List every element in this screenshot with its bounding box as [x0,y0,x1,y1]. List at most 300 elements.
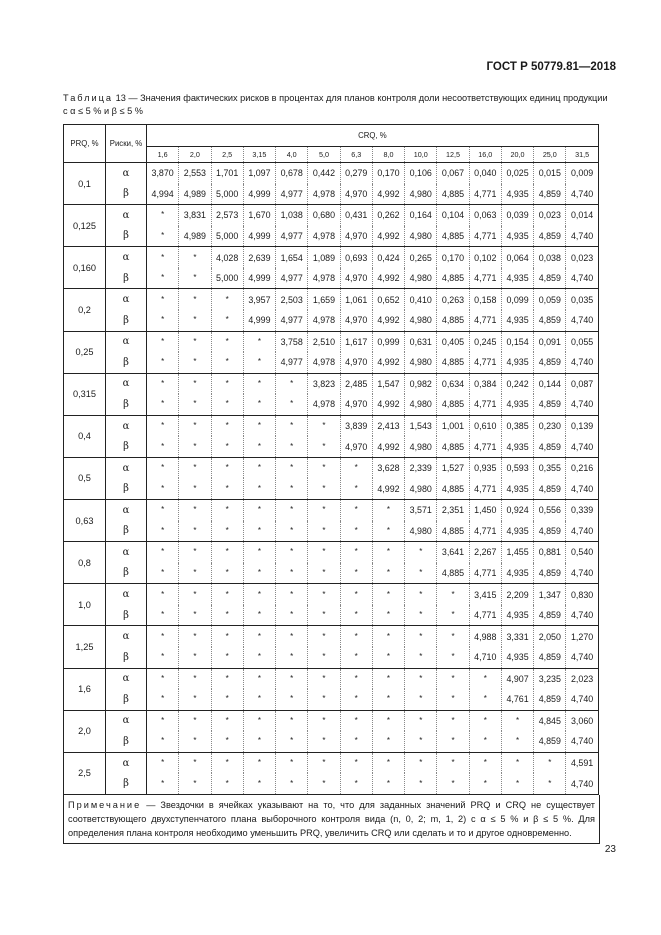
risk-value-cell: 4,935 [501,394,533,415]
risk-value-cell: 3,839 [340,415,372,436]
risk-value-cell: * [179,668,211,689]
risk-value-cell: 4,992 [372,394,404,415]
risk-value-cell: 4,859 [534,436,566,457]
risk-value-cell: * [437,668,469,689]
risk-value-cell: * [243,352,275,373]
risk-value-cell: * [372,605,404,626]
risk-value-cell: * [179,647,211,668]
risk-value-cell: 0,023 [534,205,566,226]
risk-value-cell: 4,935 [501,184,533,205]
risk-value-cell: * [211,352,243,373]
risk-value-cell: 0,431 [340,205,372,226]
risk-value-cell: * [405,773,437,794]
table-head [64,125,599,163]
risk-value-cell: * [276,521,308,542]
risk-value-cell: 4,885 [437,352,469,373]
risk-value-cell: 0,242 [501,373,533,394]
risk-value-cell: * [211,521,243,542]
risk-value-cell: * [243,647,275,668]
risk-value-cell: * [211,689,243,710]
risk-symbol-alpha: α [106,331,147,352]
table-row [64,542,599,563]
risk-symbol-beta: β [106,352,147,373]
risk-value-cell: 4,970 [340,310,372,331]
risk-value-cell: * [179,373,211,394]
risk-value-cell: * [243,773,275,794]
risk-value-cell: 0,154 [501,331,533,352]
risk-value-cell: 4,977 [276,268,308,289]
risk-value-cell: 4,859 [534,352,566,373]
risk-symbol-alpha: α [106,668,147,689]
risk-value-cell: * [179,478,211,499]
risk-value-cell: * [179,268,211,289]
risk-value-cell: * [211,310,243,331]
risk-value-cell: 4,859 [534,689,566,710]
risk-value-cell: * [308,710,340,731]
risk-value-cell: * [340,689,372,710]
risk-value-cell: 4,935 [501,605,533,626]
risk-value-cell: 4,740 [566,352,598,373]
risk-value-cell: 1,701 [211,163,243,184]
prq-value: 0,4 [64,415,106,457]
risk-value-cell: 0,158 [469,289,501,310]
risk-value-cell: 4,992 [372,478,404,499]
table-wrapper [63,124,600,844]
risk-value-cell: 4,970 [340,184,372,205]
risk-symbol-beta: β [106,521,147,542]
risk-value-cell: 2,553 [179,163,211,184]
risk-symbol-beta: β [106,478,147,499]
risk-value-cell: * [147,394,179,415]
risk-value-cell: * [147,710,179,731]
risk-value-cell: 1,097 [243,163,275,184]
risk-value-cell: * [179,331,211,352]
risk-value-cell: * [179,542,211,563]
risk-value-cell: * [469,752,501,773]
table-row [64,563,599,584]
risk-value-cell: 1,089 [308,247,340,268]
risk-value-cell: 4,771 [469,436,501,457]
risk-value-cell: * [211,563,243,584]
prq-value: 1,25 [64,626,106,668]
risk-value-cell: 0,063 [469,205,501,226]
crq-value-header: 6,3 [340,147,372,163]
risk-value-cell: 4,859 [534,563,566,584]
risk-value-cell: 4,771 [469,268,501,289]
risk-value-cell: * [147,563,179,584]
risk-value-cell: 4,989 [179,226,211,247]
risk-value-cell: * [147,436,179,457]
risk-symbol-alpha: α [106,205,147,226]
risk-value-cell: * [276,689,308,710]
table-row [64,373,599,394]
risk-value-cell: * [179,521,211,542]
table-row [64,436,599,457]
risk-symbol-alpha: α [106,752,147,773]
risk-value-cell: 4,740 [566,310,598,331]
risk-value-cell: 0,216 [566,457,598,478]
risk-value-cell: * [405,605,437,626]
risk-symbol-alpha: α [106,163,147,184]
risk-value-cell: 0,170 [372,163,404,184]
risk-value-cell: * [340,668,372,689]
risk-symbol-beta: β [106,436,147,457]
risk-value-cell: 4,992 [372,352,404,373]
risk-value-cell: * [211,710,243,731]
risk-value-cell: * [308,457,340,478]
risk-value-cell: 4,978 [308,268,340,289]
risk-value-cell: 4,977 [276,310,308,331]
risk-value-cell: 4,992 [372,184,404,205]
crq-value-header: 4,0 [276,147,308,163]
risk-value-cell: * [405,710,437,731]
risk-value-cell: 0,355 [534,457,566,478]
risk-value-cell: 2,023 [566,668,598,689]
risk-value-cell: 4,710 [469,647,501,668]
risk-value-cell: 4,978 [308,394,340,415]
risk-value-cell: * [147,542,179,563]
table-row [64,163,599,184]
risk-value-cell: * [372,542,404,563]
risk-value-cell: 4,999 [243,226,275,247]
risk-value-cell: 1,001 [437,415,469,436]
risk-value-cell: * [243,668,275,689]
risk-value-cell: 4,771 [469,521,501,542]
risk-value-cell: 4,885 [437,268,469,289]
risk-value-cell: 4,771 [469,310,501,331]
risk-symbol-beta: β [106,773,147,794]
risk-value-cell: 0,924 [501,500,533,521]
risk-value-cell: * [437,626,469,647]
risk-value-cell: 0,015 [534,163,566,184]
risk-value-cell: 3,060 [566,710,598,731]
risk-header: Риски, % [106,125,147,163]
risk-value-cell: * [276,457,308,478]
risk-value-cell: * [147,331,179,352]
risk-value-cell: 0,540 [566,542,598,563]
risk-value-cell: 0,881 [534,542,566,563]
table-body [64,163,599,795]
risk-value-cell: * [340,752,372,773]
risk-symbol-beta: β [106,394,147,415]
risk-value-cell: 4,885 [437,184,469,205]
risk-value-cell: * [276,773,308,794]
risk-value-cell: * [147,731,179,752]
risk-value-cell: 0,023 [566,247,598,268]
risk-value-cell: * [147,289,179,310]
risk-value-cell: * [437,689,469,710]
risk-value-cell: * [372,668,404,689]
crq-value-header: 25,0 [534,147,566,163]
risk-symbol-beta: β [106,605,147,626]
risk-symbol-alpha: α [106,373,147,394]
prq-header: PRQ, % [64,125,106,163]
risk-symbol-beta: β [106,647,147,668]
risk-value-cell: 4,771 [469,605,501,626]
risk-symbol-beta: β [106,226,147,247]
risk-value-cell: 0,999 [372,331,404,352]
risk-value-cell: 4,935 [501,436,533,457]
risk-value-cell: 4,978 [308,184,340,205]
caption-text: 13 — Значения фактических рисков в процентах для планов контроля доли несоответствующих единиц продукции с α ≤ 5 % и β ≤ 5 % [63,93,608,116]
risk-value-cell: * [276,542,308,563]
risk-value-cell: 4,740 [566,605,598,626]
table-row [64,184,599,205]
risk-value-cell: 4,970 [340,394,372,415]
risk-value-cell: * [147,773,179,794]
crq-value-header: 2,5 [211,147,243,163]
risk-value-cell: * [147,605,179,626]
risk-value-cell: * [179,352,211,373]
risk-value-cell: * [276,668,308,689]
risk-value-cell: * [340,478,372,499]
risk-value-cell: 4,740 [566,647,598,668]
risk-value-cell: 0,634 [437,373,469,394]
risk-value-cell: * [147,647,179,668]
risk-value-cell: * [211,626,243,647]
risk-value-cell: 1,450 [469,500,501,521]
risk-value-cell: * [469,773,501,794]
risk-value-cell: * [243,500,275,521]
risk-value-cell: 0,055 [566,331,598,352]
risk-value-cell: 2,209 [501,584,533,605]
risk-value-cell: * [243,584,275,605]
risk-value-cell: * [243,542,275,563]
risk-value-cell: 3,628 [372,457,404,478]
risk-value-cell: 4,859 [534,394,566,415]
risk-value-cell: * [179,752,211,773]
risk-value-cell: 5,000 [211,226,243,247]
risk-value-cell: 3,415 [469,584,501,605]
risk-value-cell: * [276,626,308,647]
risk-value-cell: * [147,415,179,436]
risk-value-cell: 4,970 [340,268,372,289]
risk-value-cell: 1,270 [566,626,598,647]
table-row [64,394,599,415]
risk-value-cell: 4,859 [534,478,566,499]
risk-value-cell: 1,617 [340,331,372,352]
risk-value-cell: 2,485 [340,373,372,394]
risk-value-cell: 4,999 [243,184,275,205]
risk-value-cell: 2,351 [437,500,469,521]
risk-value-cell: * [308,584,340,605]
risk-value-cell: 0,245 [469,331,501,352]
risk-symbol-beta: β [106,689,147,710]
risk-value-cell: 0,265 [405,247,437,268]
risk-value-cell: 4,740 [566,394,598,415]
risk-value-cell: * [211,668,243,689]
risk-value-cell: 4,935 [501,563,533,584]
risk-value-cell: 4,970 [340,352,372,373]
risk-value-cell: 1,038 [276,205,308,226]
risk-symbol-alpha: α [106,247,147,268]
risk-value-cell: * [372,731,404,752]
risk-value-cell: * [147,352,179,373]
risk-symbol-alpha: α [106,500,147,521]
risk-value-cell: * [469,731,501,752]
risk-table [63,124,599,795]
risk-value-cell: * [179,731,211,752]
risk-value-cell: * [211,752,243,773]
risk-value-cell: * [211,415,243,436]
prq-value: 0,160 [64,247,106,289]
risk-value-cell: 4,980 [405,394,437,415]
risk-value-cell: * [340,626,372,647]
risk-value-cell: 4,740 [566,689,598,710]
risk-value-cell: * [211,394,243,415]
risk-value-cell: 4,992 [372,226,404,247]
risk-value-cell: 1,527 [437,457,469,478]
table-row [64,731,599,752]
risk-value-cell: * [243,752,275,773]
risk-value-cell: * [308,436,340,457]
risk-value-cell: 4,859 [534,731,566,752]
risk-value-cell: * [211,500,243,521]
risk-value-cell: * [437,647,469,668]
risk-value-cell: 3,870 [147,163,179,184]
risk-value-cell: * [308,668,340,689]
risk-value-cell: 4,999 [243,310,275,331]
risk-value-cell: 0,009 [566,163,598,184]
prq-value: 0,1 [64,163,106,205]
prq-value: 0,5 [64,457,106,499]
table-row [64,310,599,331]
risk-value-cell: * [340,563,372,584]
prq-value: 0,2 [64,289,106,331]
crq-value-header: 2,0 [179,147,211,163]
risk-value-cell: 4,935 [501,352,533,373]
risk-value-cell: 4,992 [372,310,404,331]
risk-value-cell: * [308,521,340,542]
risk-value-cell: * [211,289,243,310]
risk-value-cell: 4,980 [405,478,437,499]
risk-value-cell: * [276,563,308,584]
risk-value-cell: 1,543 [405,415,437,436]
table-row [64,500,599,521]
risk-value-cell: 0,170 [437,247,469,268]
risk-value-cell: * [372,584,404,605]
risk-value-cell: 4,935 [501,226,533,247]
risk-value-cell: * [372,752,404,773]
table-row [64,415,599,436]
risk-value-cell: * [276,731,308,752]
risk-value-cell: 0,631 [405,331,437,352]
risk-value-cell: * [179,710,211,731]
risk-value-cell: * [340,457,372,478]
risk-value-cell: * [340,647,372,668]
risk-value-cell: * [179,689,211,710]
risk-value-cell: 0,339 [566,500,598,521]
risk-value-cell: 4,859 [534,310,566,331]
caption-label: Таблица [63,93,114,103]
prq-value: 0,63 [64,500,106,542]
table-row [64,478,599,499]
risk-value-cell: 0,139 [566,415,598,436]
risk-value-cell: 4,978 [308,310,340,331]
risk-value-cell: * [179,289,211,310]
risk-symbol-alpha: α [106,542,147,563]
risk-value-cell: 3,957 [243,289,275,310]
risk-value-cell: * [372,773,404,794]
table-row [64,773,599,794]
risk-value-cell: 4,740 [566,521,598,542]
risk-value-cell: * [437,584,469,605]
risk-value-cell: * [308,542,340,563]
risk-value-cell: * [405,752,437,773]
risk-value-cell: * [147,689,179,710]
risk-value-cell: 1,455 [501,542,533,563]
risk-value-cell: * [243,710,275,731]
risk-value-cell: * [243,415,275,436]
risk-value-cell: * [308,605,340,626]
risk-value-cell: 4,907 [501,668,533,689]
risk-value-cell: * [243,689,275,710]
risk-value-cell: 3,831 [179,205,211,226]
risk-value-cell: 4,885 [437,563,469,584]
crq-value-header: 10,0 [405,147,437,163]
risk-value-cell: * [308,752,340,773]
risk-value-cell: 4,885 [437,478,469,499]
risk-value-cell: * [501,710,533,731]
risk-value-cell: * [308,647,340,668]
prq-value: 0,315 [64,373,106,415]
risk-value-cell: 0,099 [501,289,533,310]
risk-value-cell: * [147,500,179,521]
risk-value-cell: * [469,710,501,731]
risk-value-cell: 4,980 [405,310,437,331]
risk-value-cell: * [340,710,372,731]
risk-value-cell: * [147,668,179,689]
risk-value-cell: * [179,605,211,626]
risk-value-cell: * [372,563,404,584]
risk-value-cell: * [179,773,211,794]
risk-value-cell: 4,740 [566,184,598,205]
risk-value-cell: * [147,226,179,247]
risk-value-cell: * [534,752,566,773]
risk-value-cell: 0,680 [308,205,340,226]
risk-value-cell: * [437,773,469,794]
risk-value-cell: 2,510 [308,331,340,352]
risk-value-cell: * [437,731,469,752]
risk-value-cell: 4,970 [340,436,372,457]
risk-value-cell: 4,980 [405,226,437,247]
risk-value-cell: 0,104 [437,205,469,226]
risk-value-cell: * [437,752,469,773]
risk-value-cell: 4,771 [469,563,501,584]
crq-value-header: 5,0 [308,147,340,163]
risk-value-cell: 4,885 [437,310,469,331]
risk-value-cell: 0,064 [501,247,533,268]
risk-value-cell: 2,639 [243,247,275,268]
risk-value-cell: * [372,647,404,668]
risk-value-cell: * [147,310,179,331]
risk-value-cell: 4,980 [405,521,437,542]
risk-value-cell: * [308,731,340,752]
risk-value-cell: 5,000 [211,268,243,289]
risk-value-cell: * [437,710,469,731]
table-row [64,626,599,647]
risk-value-cell: * [372,626,404,647]
risk-value-cell: 0,087 [566,373,598,394]
risk-value-cell: * [211,373,243,394]
risk-value-cell: 4,771 [469,394,501,415]
risk-value-cell: * [308,415,340,436]
risk-value-cell: 4,935 [501,268,533,289]
table-row [64,352,599,373]
risk-value-cell: 3,758 [276,331,308,352]
risk-value-cell: 0,384 [469,373,501,394]
risk-value-cell: 4,859 [534,605,566,626]
